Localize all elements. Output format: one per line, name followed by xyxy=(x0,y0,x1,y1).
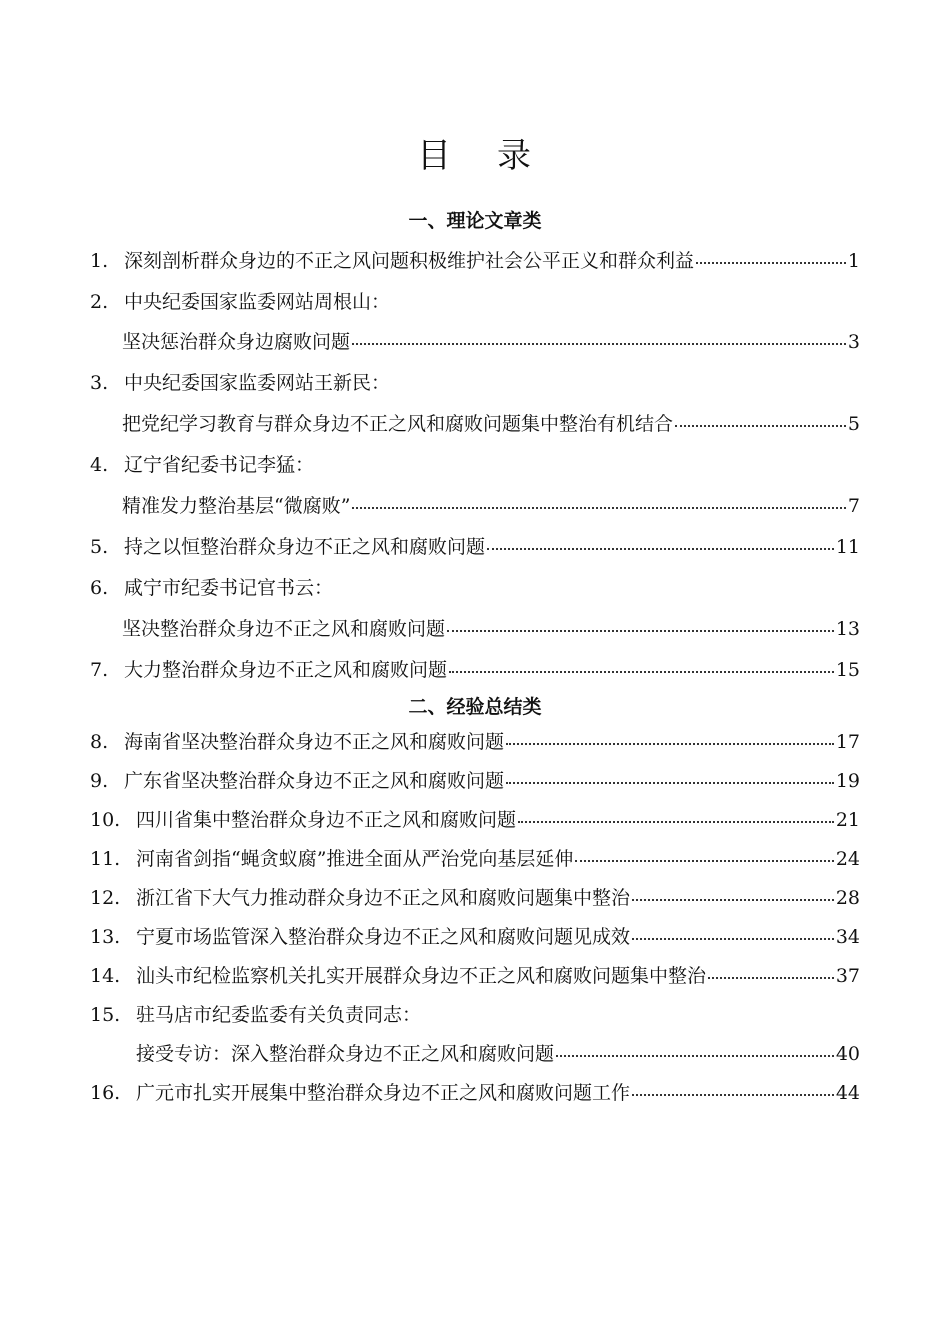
entry-title: 河南省剑指“蝇贪蚁腐”推进全面从严治党向基层延伸 xyxy=(136,848,574,870)
entry-number: 12. xyxy=(90,887,121,909)
entry-page: 15 xyxy=(835,659,860,681)
entry-page: 44 xyxy=(835,1082,860,1104)
toc-entry-3-subtitle[interactable] xyxy=(122,409,860,439)
entry-title: 持之以恒整治群众身边不正之风和腐败问题 xyxy=(124,536,486,558)
entry-page: 34 xyxy=(835,926,860,948)
toc-entry-4-subtitle[interactable] xyxy=(122,491,860,521)
toc-entry-6-subtitle[interactable] xyxy=(122,614,860,644)
dot-leader xyxy=(352,507,845,509)
dot-leader xyxy=(449,671,834,673)
title-char-1: 目 xyxy=(417,136,453,176)
dot-leader xyxy=(352,343,846,345)
entry-number: 15. xyxy=(90,1004,121,1026)
entry-title: 宁夏市场监管深入整治群众身边不正之风和腐败问题见成效 xyxy=(136,926,631,948)
dot-leader xyxy=(708,977,834,979)
entry-number: 16. xyxy=(90,1082,121,1104)
entry-page: 13 xyxy=(835,618,860,640)
entry-title: 中央纪委国家监委网站周根山： xyxy=(124,291,391,313)
toc-entry-7[interactable] xyxy=(90,655,860,685)
entry-number: 8. xyxy=(90,731,109,753)
entry-title: 大力整治群众身边不正之风和腐败问题 xyxy=(124,659,448,681)
entry-title: 广东省坚决整治群众身边不正之风和腐败问题 xyxy=(124,770,505,792)
entry-page: 7 xyxy=(847,495,860,517)
entry-number: 5. xyxy=(90,536,109,558)
toc-entry-2[interactable] xyxy=(90,287,860,317)
dot-leader xyxy=(506,743,834,745)
entry-title: 浙江省下大气力推动群众身边不正之风和腐败问题集中整治 xyxy=(136,887,631,909)
toc-entry-16[interactable] xyxy=(90,1078,860,1108)
entry-number: 13. xyxy=(90,926,121,948)
dot-leader xyxy=(575,860,833,862)
toc-entry-13[interactable] xyxy=(90,922,860,952)
page-title xyxy=(0,128,950,177)
entry-page: 3 xyxy=(847,331,860,353)
dot-leader xyxy=(632,938,834,940)
entry-number: 4. xyxy=(90,454,109,476)
toc-entry-10[interactable] xyxy=(90,805,860,835)
entry-number: 11. xyxy=(90,848,121,870)
entry-page: 17 xyxy=(835,731,860,753)
entry-title: 中央纪委国家监委网站王新民： xyxy=(124,372,391,394)
entry-title: 精准发力整治基层“微腐败” xyxy=(122,495,351,517)
entry-title: 咸宁市纪委书记官书云： xyxy=(124,577,334,599)
toc-entry-12[interactable] xyxy=(90,883,860,913)
dot-leader xyxy=(487,548,834,550)
dot-leader xyxy=(696,262,846,264)
entry-number: 3. xyxy=(90,372,109,394)
toc-entry-2-subtitle[interactable] xyxy=(122,327,860,357)
entry-title: 坚决惩治群众身边腐败问题 xyxy=(122,331,351,353)
toc-entry-8[interactable] xyxy=(90,727,860,757)
entry-number: 10. xyxy=(90,809,121,831)
toc-entry-14[interactable] xyxy=(90,961,860,991)
entry-number: 6. xyxy=(90,577,109,599)
dot-leader xyxy=(632,899,834,901)
entry-title: 把党纪学习教育与群众身边不正之风和腐败问题集中整治有机结合 xyxy=(122,413,674,435)
entry-title: 坚决整治群众身边不正之风和腐败问题 xyxy=(122,618,446,640)
entry-title: 汕头市纪检监察机关扎实开展群众身边不正之风和腐败问题集中整治 xyxy=(136,965,707,987)
entry-page: 1 xyxy=(847,250,860,272)
toc-entry-15-subtitle[interactable] xyxy=(136,1039,860,1069)
entry-number: 9. xyxy=(90,770,109,792)
entry-page: 5 xyxy=(847,413,860,435)
dot-leader xyxy=(556,1055,834,1057)
entry-title: 接受专访：深入整治群众身边不正之风和腐败问题 xyxy=(136,1043,555,1065)
entry-title: 海南省坚决整治群众身边不正之风和腐败问题 xyxy=(124,731,505,753)
entry-title: 辽宁省纪委书记李猛： xyxy=(124,454,315,476)
dot-leader xyxy=(447,630,834,632)
entry-title: 广元市扎实开展集中整治群众身边不正之风和腐败问题工作 xyxy=(136,1082,631,1104)
entry-number: 14. xyxy=(90,965,121,987)
entry-title: 深刻剖析群众身边的不正之风问题积极维护社会公平正义和群众利益 xyxy=(124,250,695,272)
toc-entry-9[interactable] xyxy=(90,766,860,796)
entry-page: 40 xyxy=(835,1043,860,1065)
title-char-2: 录 xyxy=(497,136,533,176)
entry-page: 21 xyxy=(835,809,860,831)
dot-leader xyxy=(632,1094,834,1096)
entry-title: 驻马店市纪委监委有关负责同志： xyxy=(136,1004,422,1026)
section-heading-theory: 一、理论文章类 xyxy=(408,210,542,232)
dot-leader xyxy=(518,821,834,823)
toc-entry-1[interactable] xyxy=(90,246,860,276)
entry-number: 7. xyxy=(90,659,109,681)
toc-entry-11[interactable] xyxy=(90,844,860,874)
toc-entry-6[interactable] xyxy=(90,573,860,603)
section-heading-experience: 二、经验总结类 xyxy=(408,696,542,718)
toc-entry-4[interactable] xyxy=(90,450,860,480)
entry-page: 37 xyxy=(835,965,860,987)
entry-page: 28 xyxy=(835,887,860,909)
toc-entry-3[interactable] xyxy=(90,368,860,398)
entry-page: 19 xyxy=(835,770,860,792)
dot-leader xyxy=(506,782,834,784)
entry-page: 24 xyxy=(835,848,860,870)
entry-page: 11 xyxy=(835,536,860,558)
entry-number: 2. xyxy=(90,291,109,313)
dot-leader xyxy=(675,425,846,427)
toc-entry-15[interactable] xyxy=(90,1000,860,1030)
entry-title: 四川省集中整治群众身边不正之风和腐败问题 xyxy=(136,809,517,831)
toc-entry-5[interactable] xyxy=(90,532,860,562)
entry-number: 1. xyxy=(90,250,109,272)
